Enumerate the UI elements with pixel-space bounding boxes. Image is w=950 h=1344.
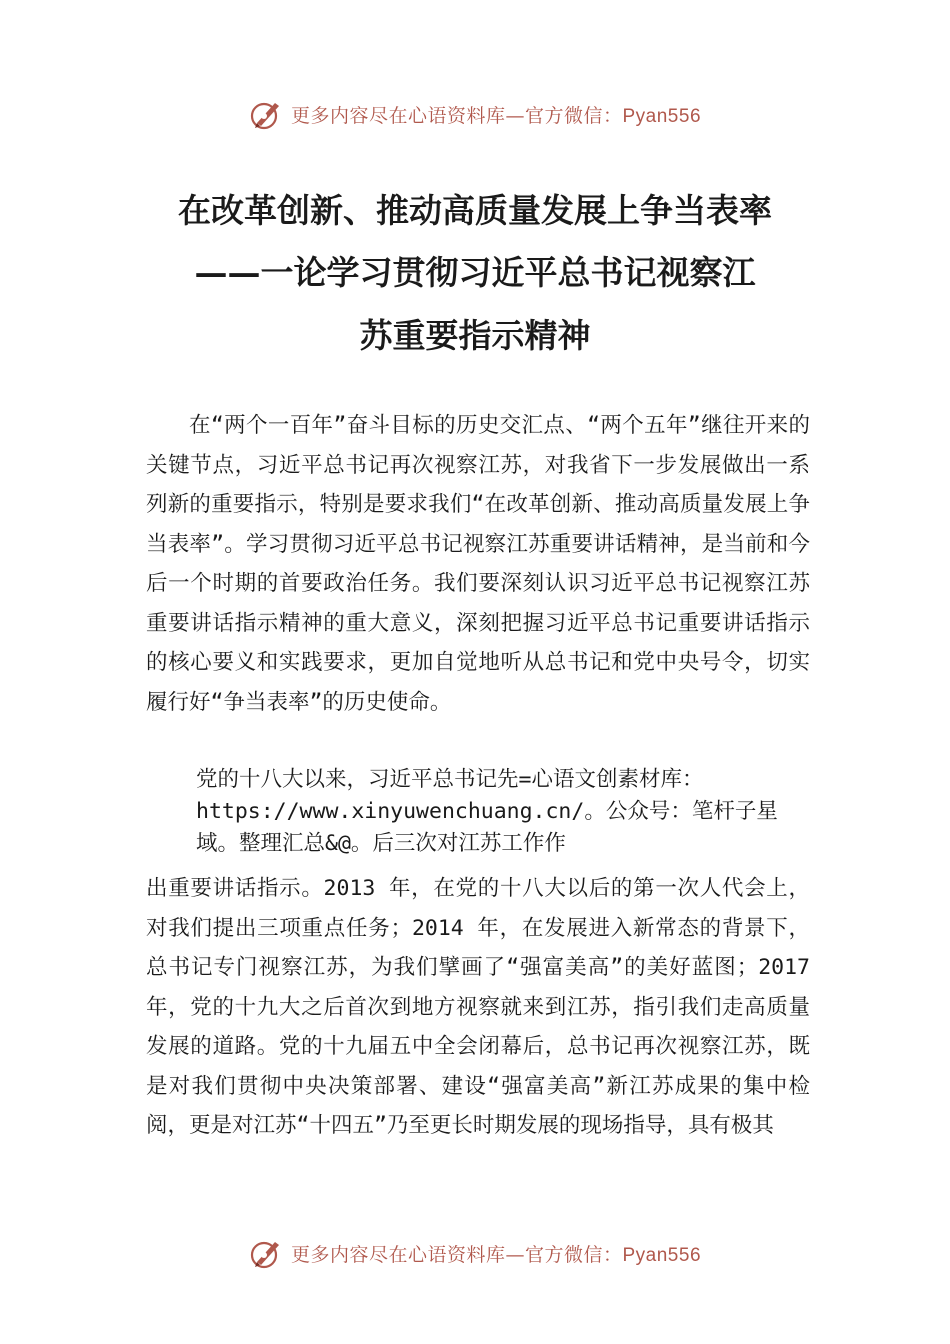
paragraph-2: 党的十八大以来，习近平总书记先=心语文创素材库：https://www.xinyuwenchuang.cn/。公众号：笔杆子星域。整理汇总&@。后三次对江苏工作作 <box>196 767 778 856</box>
watermark-contact-id: Pyan556 <box>622 1244 702 1266</box>
paragraph-3: 出重要讲话指示。2013 年，在党的十八大以后的第一次人代会上，对我们提出三项重点任务；2014 年，在发展进入新常态的背景下，总书记专门视察江苏，为我们擘画了“强富美高”的美好蓝图；2017 年，党的十九大之后首次到地方视察就来到江苏，指引我们走高质量发展的道路。党的十九届五中全会闭幕后，总书记再次视察江苏，既是对我们贯彻中央决策部署、建设“强富美高”新江苏成果的集中检阅，更是对江苏“十四五”乃至更长时期发展的现场指导，具有极其 <box>146 876 810 1138</box>
footer-watermark <box>0 1233 950 1273</box>
pen-logo-icon <box>249 1236 283 1270</box>
watermark-contact-label: 官方微信： <box>524 1243 623 1266</box>
watermark-text <box>291 1240 701 1267</box>
title-line-2: ——一论学习贯彻习近平总书记视察江 <box>194 253 756 292</box>
title-line-3: 苏重要指示精神 <box>359 316 591 355</box>
title-line-1: 在改革创新、推动高质量发展上争当表率 <box>178 191 772 230</box>
header-watermark <box>0 94 950 134</box>
watermark-separator: — <box>505 1243 525 1266</box>
watermark-separator: — <box>505 104 525 127</box>
watermark-contact-label: 官方微信： <box>524 104 623 127</box>
paragraph-1: 在“两个一百年”奋斗目标的历史交汇点、“两个五年”继往开来的关键节点，习近平总书记再次视察江苏，对我省下一步发展做出一系列新的重要指示，特别是要求我们“在改革创新、推动高质量发展上争当表率”。学习贯彻习近平总书记视察江苏重要讲话精神，是当前和今后一个时期的首要政治任务。我们要深刻认识习近平总书记视察江苏重要讲话指示精神的重大意义，深刻把握习近平总书记重要讲话指示的核心要义和实践要求，更加自觉地听从总书记和党中央号令，切实履行好“争当表率”的历史使命。 <box>146 413 810 715</box>
watermark-text <box>291 101 701 128</box>
watermark-contact-id: Pyan556 <box>622 105 702 127</box>
pen-logo-icon <box>249 97 283 131</box>
watermark-main: 更多内容尽在心语资料库 <box>290 104 506 127</box>
watermark-main: 更多内容尽在心语资料库 <box>290 1243 506 1266</box>
